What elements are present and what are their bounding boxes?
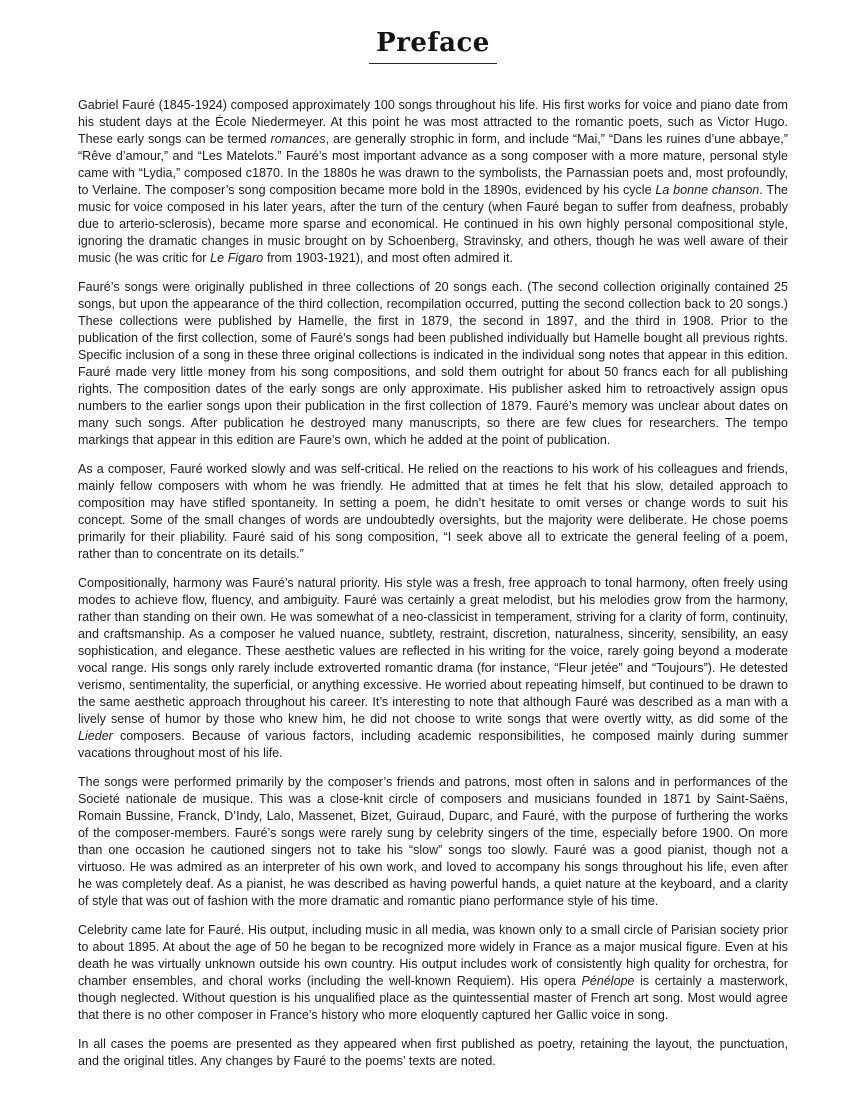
page-title <box>78 28 788 64</box>
italic-text-run: Pénélope <box>581 974 635 988</box>
paragraph <box>78 575 788 762</box>
italic-text-run: romances <box>270 132 326 146</box>
paragraph <box>78 97 788 267</box>
text-run: . The music for voice composed in his later years, after the turn of the century (when Fauré began to suffer from deafness, probably due to arterio-sclerosis), became more sparse and economical. He continued in his own highly personal compositional style, ignoring the dramatic changes in music brought on by Schoenberg, Stravinsky, and others, though he was well aware of their music (he was critic for <box>78 183 789 265</box>
text-run: As a composer, Fauré worked slowly and was self-critical. He relied on the reactions to his work of his colleagues and friends, mainly fellow composers with whom he was friendly. He admitted that at times he felt that his slow, detailed approach to composition may have stifled spontaneity. In setting a poem, he didn’t hesitate to omit verses or change words to suit his concept. Some of the small changes of words are undoubtedly oversights, but the majority were deliberate. He chose poems primarily for their pliability. Fauré said of his song composition, “I seek above all to extricate the general feeling of a poem, rather than to concentrate on its details.” <box>78 462 788 561</box>
text-run: In all cases the poems are presented as they appeared when first published as poetry, retaining the layout, the punctuation, and the original titles. Any changes by Fauré to the poems’ texts are noted. <box>78 1037 788 1068</box>
paragraph <box>78 279 788 449</box>
paragraph <box>78 1036 788 1070</box>
paragraph <box>78 922 788 1024</box>
italic-text-run: La bonne chanson <box>655 183 760 197</box>
page-title-text: Preface <box>369 28 497 64</box>
text-run: Gabriel Fauré (1845-1924) composed approximately 100 songs throughout his life. His first works for voice and piano date from his student days at the École Niedermeyer. At this point he was most attracted to the romantic poets, such as Victor Hugo. These early songs can be termed <box>78 98 788 146</box>
preface-body <box>78 97 788 1070</box>
text-run: is certainly a masterwork, though neglected. Without question is his unqualified place as the quintessential master of French art song. Most would agree that there is no other composer in France’s history who more eloquently captured her Gallic voice in song. <box>78 974 788 1022</box>
text-run: Compositionally, harmony was Fauré’s natural priority. His style was a fresh, free approach to tonal harmony, often freely using modes to achieve flow, fluency, and ambiguity. Fauré was certainly a great melodist, but his melodies grow from the harmony, rather than standing on their own. He was somewhat of a neo-classicist in temperament, striving for a clarity of form, continuity, and craftsmanship. As a composer he valued nuance, subtlety, restraint, discretion, naturalness, sincerity, sensibility, an easy sophistication, and elegance. These aesthetic values are reflected in his writing for the voice, rarely going beyond a moderate vocal range. His songs only rarely include extroverted romantic drama (for instance, “Fleur jetée” and “Toujours”). He detested verismo, sentimentality, the superficial, or anything excessive. He worried about repeating himself, but continued to be drawn to the same aesthetic approach throughout his career. It’s interesting to note that although Fauré was described as a man with a lively sense of humor by those who knew him, he did not choose to write songs that were overtly witty, as did some of the <box>78 576 788 726</box>
text-run: , are generally strophic in form, and include “Mai,” “Dans les ruines d’une abbaye,” “Rêve d’amour,” and “Les Matelots.” Fauré’s most important advance as a song composer with a more mature, personal style came with “Lydia,” composed c1870. In the 1880s he was drawn to the symbolists, the Parnassian poets and, most profoundly, to Verlaine. The composer’s song composition became more bold in the 1890s, evidenced by his cycle <box>78 132 788 197</box>
text-run: from 1903-1921), and most often admired it. <box>263 251 513 265</box>
paragraph <box>78 461 788 563</box>
italic-text-run: Le Figaro <box>210 251 264 265</box>
paragraph <box>78 774 788 910</box>
text-run: The songs were performed primarily by the composer’s friends and patrons, most often in salons and in performances of the Societé nationale de musique. This was a close-knit circle of composers and musicians founded in 1871 by Saint-Saëns, Romain Bussine, Franck, D’Indy, Lalo, Massenet, Bizet, Guiraud, Duparc, and Fauré, with the purpose of furthering the works of the composer-members. Fauré’s songs were rarely sung by celebrity singers of the time, especially before 1900. On more than one occasion he cautioned singers not to take his “slow” songs too slowly. Fauré was a good pianist, though not a virtuoso. He was admired as an interpreter of his own work, and loved to accompany his songs throughout his life, even after he was completely deaf. As a pianist, he was described as having powerful hands, a quiet nature at the keyboard, and a clarity of style that was out of fashion with the more dramatic and romantic piano performance style of his time. <box>78 775 788 908</box>
italic-text-run: Lieder <box>78 729 113 743</box>
text-run: Celebrity came late for Fauré. His output, including music in all media, was known only to a small circle of Parisian society prior to about 1895. At about the age of 50 he began to be recognized more widely in France as a major musical figure. Even at his death he was virtually unknown outside his own country. His output includes work of consistently high quality for orchestra, for chamber ensembles, and choral works (including the well-known Requiem). His opera <box>78 923 788 988</box>
text-run: Fauré’s songs were originally published in three collections of 20 songs each. (The second collection originally contained 25 songs, but upon the appearance of the third collection, recompilation occurred, putting the second collection back to 20 songs.) These collections were published by Hamelle, the first in 1879, the second in 1897, and the third in 1908. Prior to the publication of the first collection, some of Fauré’s songs had been published individually but Hamelle bought all previous rights. Specific inclusion of a song in these three original collections is indicated in the individual song notes that appear in this edition. Fauré made very little money from his song compositions, and sold them outright for about 50 francs each for all publishing rights. The composition dates of the early songs are only approximate. His publisher asked him to retroactively assign opus numbers to the earlier songs upon their publication in the first collection of 1879. Fauré’s memory was unclear about dates on many such songs. After publication he destroyed many manuscripts, so there are few clues for researchers. The tempo markings that appear in this edition are Faure’s own, which he added at the point of publication. <box>78 280 788 447</box>
text-run: composers. Because of various factors, including academic responsibilities, he composed mainly during summer vacations throughout most of his life. <box>78 729 788 760</box>
